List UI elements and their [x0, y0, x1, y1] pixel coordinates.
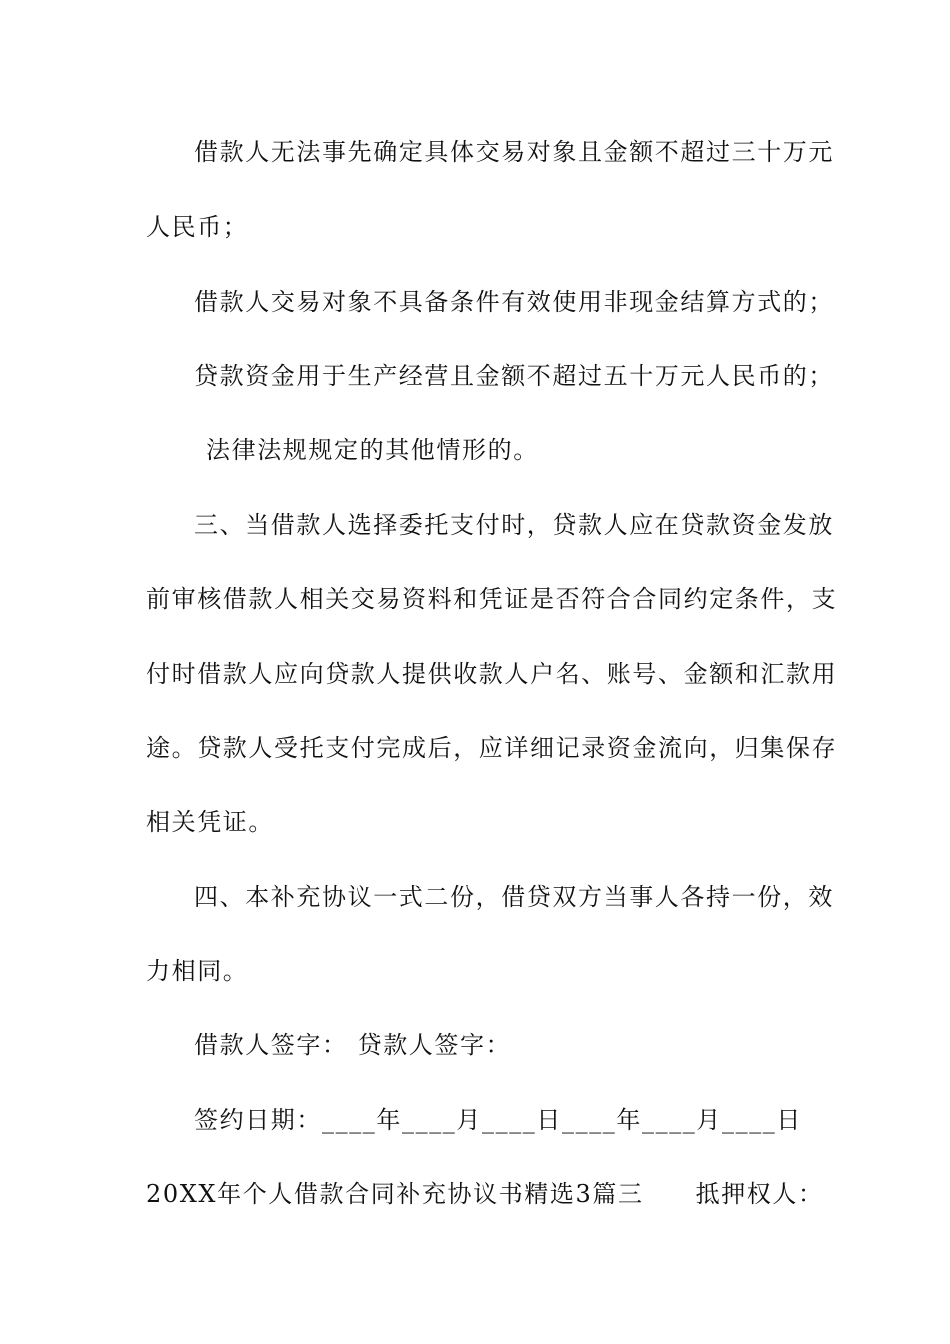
paragraph-line: 借款人无法事先确定具体交易对象且金额不超过三十万元	[194, 138, 834, 166]
next-document-title: 20XX年个人借款合同补充协议书精选3篇三	[146, 1180, 644, 1208]
paragraph-line: 前审核借款人相关交易资料和凭证是否符合合同约定条件，支	[146, 585, 838, 613]
paragraph-line: 借款人交易对象不具备条件有效使用非现金结算方式的；	[194, 288, 834, 316]
paragraph-line: 付时借款人应向贷款人提供收款人户名、账号、金额和汇款用	[146, 660, 838, 688]
lender-signature-label: 贷款人签字：	[357, 1031, 512, 1059]
paragraph-line: 法律法规规定的其他情形的。	[206, 436, 539, 464]
paragraph-line: 力相同。	[146, 957, 249, 985]
paragraph-line: 相关凭证。	[146, 808, 274, 836]
paragraph-line: 四、本补充协议一式二份，借贷双方当事人各持一份，效	[194, 883, 834, 911]
mortgagee-label: 抵押权人：	[695, 1180, 824, 1208]
footer-line	[146, 1178, 824, 1210]
paragraph-line: 途。贷款人受托支付完成后，应详细记录资金流向，归集保存	[146, 734, 838, 762]
sign-date-line: 签约日期：____年____月____日____年____月____日	[194, 1106, 802, 1134]
paragraph-line: 人民币；	[146, 213, 249, 241]
paragraph-line: 三、当借款人选择委托支付时，贷款人应在贷款资金发放	[194, 511, 834, 539]
borrower-signature-label: 借款人签字：	[194, 1031, 348, 1059]
signature-line	[194, 1029, 864, 1061]
paragraph-line: 贷款资金用于生产经营且金额不超过五十万元人民币的；	[194, 362, 834, 390]
